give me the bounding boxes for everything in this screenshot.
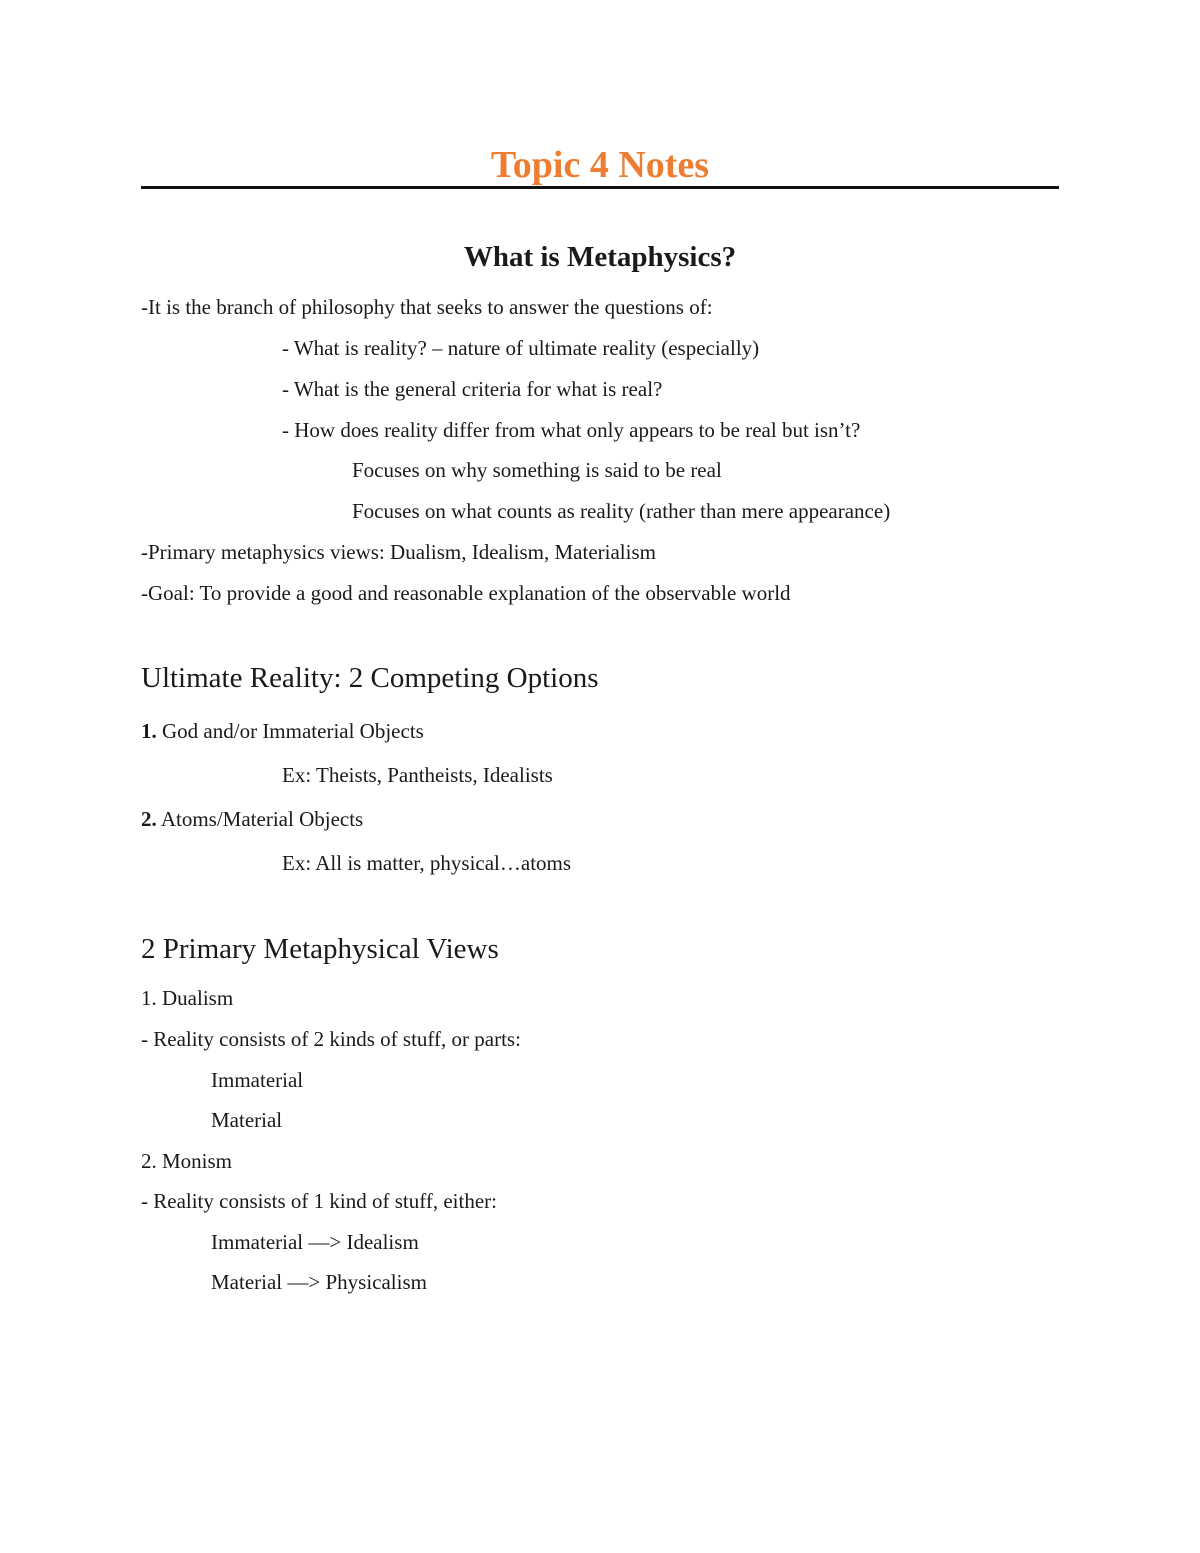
view-sub-item: Immaterial —> Idealism bbox=[211, 1230, 419, 1254]
intro-line: -It is the branch of philosophy that seeks to answer the questions of: bbox=[141, 295, 713, 319]
option-example: Ex: Theists, Pantheists, Idealists bbox=[282, 763, 553, 787]
view-sub-item: Material bbox=[211, 1108, 283, 1132]
section-heading-ultimate-reality: Ultimate Reality: 2 Competing Options bbox=[141, 662, 599, 694]
primary-views-line: -Primary metaphysics views: Dualism, Idealism, Materialism bbox=[141, 540, 656, 564]
option-item bbox=[141, 718, 424, 744]
question-item: - How does reality differ from what only appears to be real but isn’t? bbox=[282, 418, 861, 442]
goal-line: -Goal: To provide a good and reasonable explanation of the observable world bbox=[141, 581, 791, 605]
view-sub-item: Material —> Physicalism bbox=[211, 1270, 427, 1294]
option-text: Atoms/Material Objects bbox=[156, 807, 364, 831]
view-label-dualism: 1. Dualism bbox=[141, 986, 234, 1010]
page-title: Topic 4 Notes bbox=[490, 144, 710, 186]
option-text: God and/or Immaterial Objects bbox=[156, 719, 424, 743]
view-label-monism: 2. Monism bbox=[141, 1149, 233, 1173]
focus-item: Focuses on why something is said to be real bbox=[352, 458, 722, 482]
option-item bbox=[141, 806, 363, 832]
view-description: - Reality consists of 1 kind of stuff, either: bbox=[141, 1189, 497, 1213]
section-heading-metaphysics: What is Metaphysics? bbox=[463, 241, 737, 273]
question-item: - What is reality? – nature of ultimate reality (especially) bbox=[282, 336, 760, 360]
focus-item: Focuses on what counts as reality (rather than mere appearance) bbox=[352, 499, 891, 523]
option-number: 1. bbox=[141, 719, 157, 743]
section-heading-metaphysical-views: 2 Primary Metaphysical Views bbox=[141, 933, 499, 965]
title-divider bbox=[141, 186, 1059, 189]
view-description: - Reality consists of 2 kinds of stuff, or parts: bbox=[141, 1027, 521, 1051]
view-sub-item: Immaterial bbox=[211, 1068, 304, 1092]
option-example: Ex: All is matter, physical…atoms bbox=[282, 851, 572, 875]
question-item: - What is the general criteria for what is real? bbox=[282, 377, 663, 401]
option-number: 2. bbox=[141, 807, 157, 831]
